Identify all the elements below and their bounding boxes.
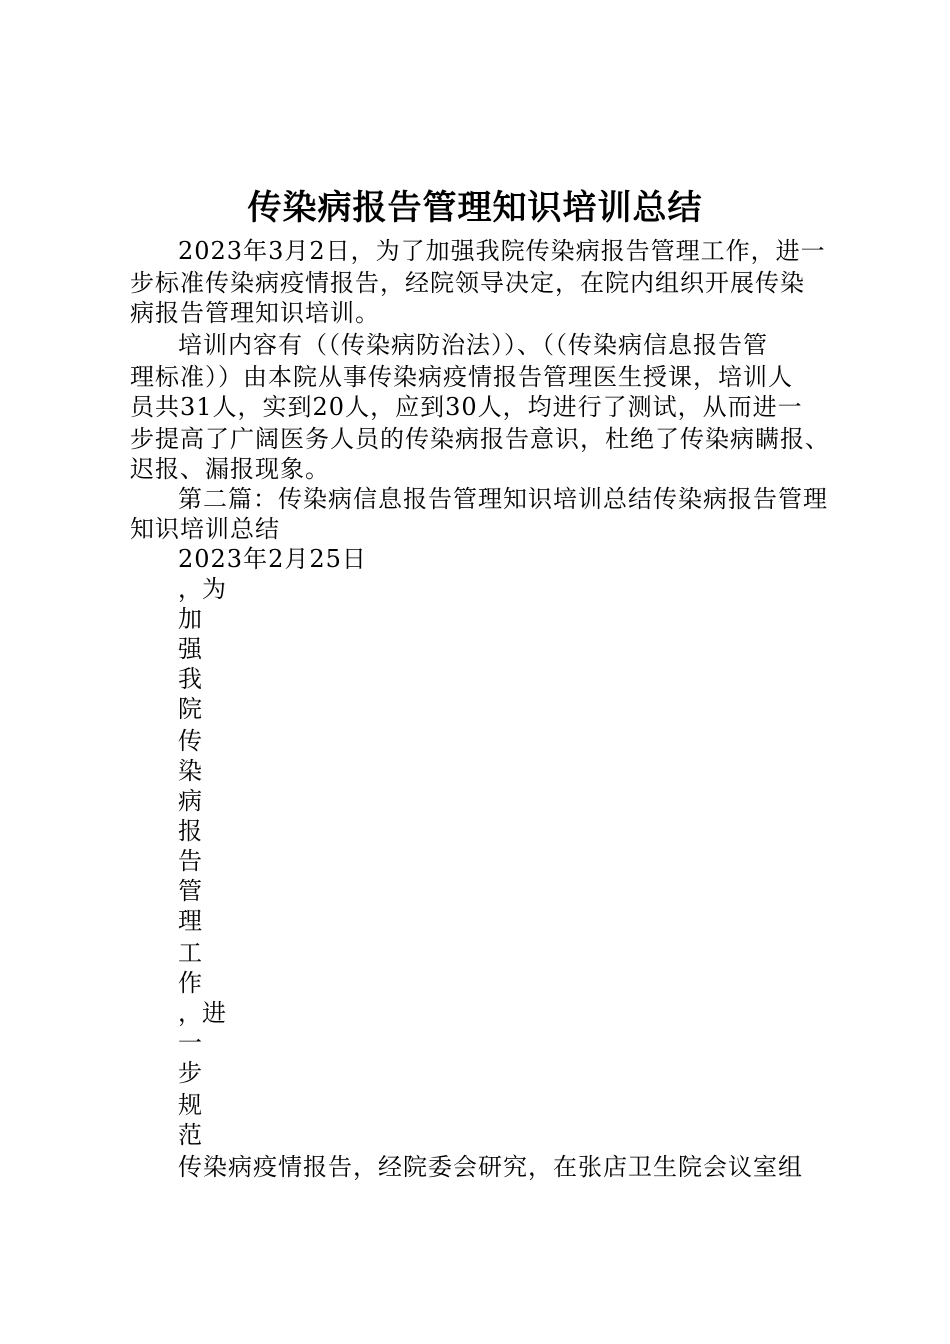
paragraph-line: 传染病疫情报告，经院委会研究，在张店卫生院会议室组 bbox=[178, 1153, 803, 1181]
paragraph-line: 培训内容有（（传染病防治法））、（（传染病信息报告管 bbox=[178, 331, 768, 359]
date-line: 2023年2月25日 bbox=[178, 545, 367, 573]
vertical-char: 报 bbox=[178, 817, 202, 845]
vertical-char: 告 bbox=[178, 847, 202, 875]
paragraph-line: 步标准传染病疫情报告，经院领导决定，在院内组织开展传染 bbox=[130, 269, 805, 297]
vertical-char: 步 bbox=[178, 1059, 202, 1087]
vertical-char: ，为 bbox=[178, 575, 226, 603]
vertical-char: 强 bbox=[178, 635, 202, 663]
paragraph-line: 员共31人，实到20人，应到30人，均进行了测试，从而进一 bbox=[130, 393, 803, 421]
vertical-char: 院 bbox=[178, 695, 202, 723]
vertical-char: 作 bbox=[178, 969, 202, 997]
vertical-char: 理 bbox=[178, 907, 202, 935]
vertical-char: 病 bbox=[178, 787, 202, 815]
vertical-char: ，进 bbox=[178, 999, 226, 1027]
paragraph-line: 第二篇：传染病信息报告管理知识培训总结传染病报告管理 bbox=[178, 485, 828, 513]
vertical-char: 我 bbox=[178, 665, 202, 693]
paragraph-line: 2023年3月2日，为了加强我院传染病报告管理工作，进一 bbox=[178, 237, 826, 265]
document-title: 传染病报告管理知识培训总结 bbox=[247, 188, 703, 228]
paragraph-line: 病报告管理知识培训。 bbox=[130, 299, 380, 327]
vertical-char: 工 bbox=[178, 939, 202, 967]
paragraph-line: 理标准））由本院从事传染病疫情报告管理医生授课，培训人 bbox=[130, 363, 793, 391]
vertical-char: 传 bbox=[178, 727, 202, 755]
vertical-char: 染 bbox=[178, 757, 202, 785]
vertical-char: 一 bbox=[178, 1029, 202, 1057]
vertical-char: 管 bbox=[178, 877, 202, 905]
paragraph-line: 知识培训总结 bbox=[130, 515, 280, 543]
paragraph-line: 步提高了广阔医务人员的传染病报告意识，杜绝了传染病瞒报、 bbox=[130, 425, 830, 453]
vertical-char: 加 bbox=[178, 605, 202, 633]
paragraph-line: 迟报、漏报现象。 bbox=[130, 455, 330, 483]
vertical-char: 范 bbox=[178, 1121, 202, 1149]
vertical-char: 规 bbox=[178, 1091, 202, 1119]
